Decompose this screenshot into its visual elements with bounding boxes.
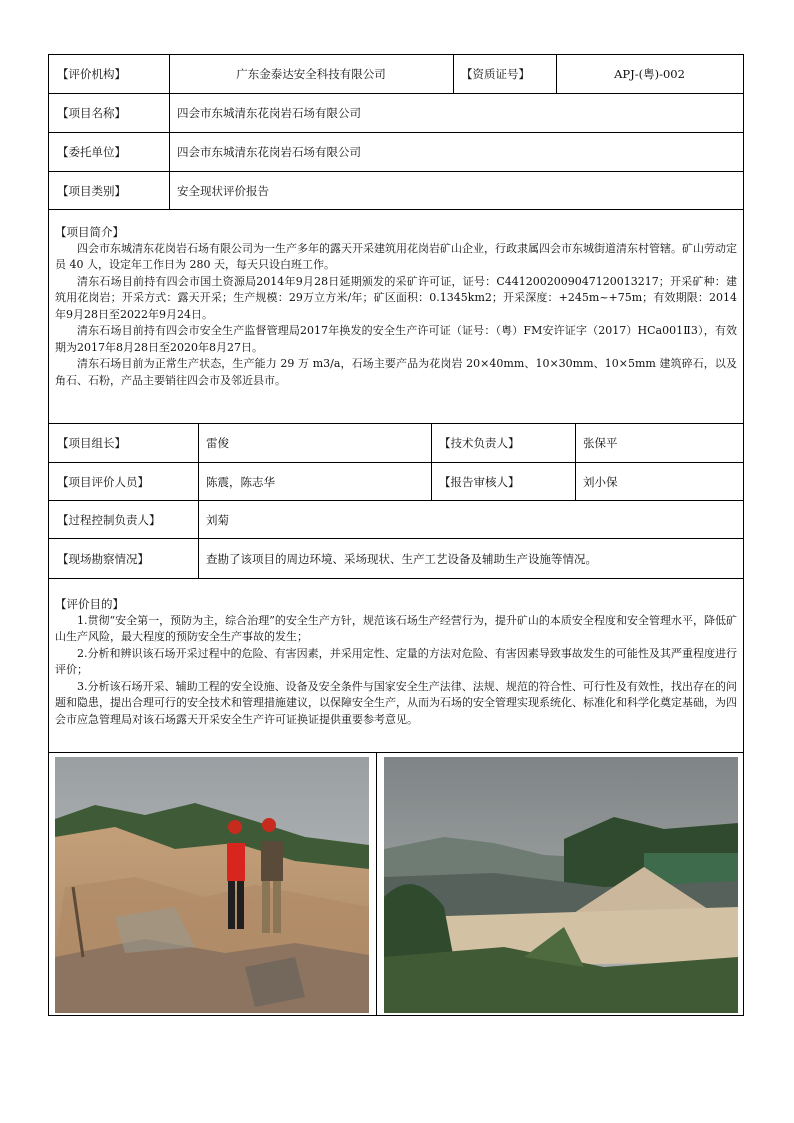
tech-lead-label: 【技术负责人】 <box>439 436 520 450</box>
row-category <box>49 172 743 210</box>
tech-lead-value: 张保平 <box>583 436 618 450</box>
intro-paragraph: 清东石场目前持有四会市安全生产监督管理局2017年换发的安全生产许可证（证号：（粤）FM安许证字（2017）HCa001Ⅱ3），有效期为2017年8月28日至2020年8月27日。 <box>55 324 737 354</box>
client-label: 【委托单位】 <box>57 145 126 159</box>
reviewer-label: 【报告审核人】 <box>439 474 520 489</box>
process-control-label: 【过程控制负责人】 <box>57 512 161 527</box>
category-label: 【项目类别】 <box>57 183 126 198</box>
org-label: 【评价机构】 <box>57 67 126 81</box>
evaluators-label: 【项目评价人员】 <box>57 474 149 489</box>
row-client <box>49 133 743 172</box>
row-purpose <box>49 579 743 753</box>
intro-paragraph: 清东石场目前持有四会市国土资源局2014年9月28日延期颁发的采矿许可证，证号：C4412002009047120013217；开采矿种：建筑用花岗岩；开采方式：露天开采；生产规模：29万立方米/年；矿区面积：0.1345km2；开采深度：+245m~+75m；有效期限：2014年9月28日至2022年9月24日。 <box>55 274 737 321</box>
category-value: 安全现状评价报告 <box>177 183 269 198</box>
row-evaluators <box>49 463 743 501</box>
process-control-value: 刘菊 <box>206 512 229 527</box>
cert-value: APJ-(粤)-002 <box>614 67 685 81</box>
project-name-value: 四会市东城清东花岗岩石场有限公司 <box>177 106 361 120</box>
intro-title: 【项目简介】 <box>55 225 124 239</box>
purpose-paragraph: 2.分析和辨识该石场开采过程中的危险、有害因素，并采用定性、定量的方法对危险、有害因素导致事故发生的可能性及其严重程度进行评价； <box>55 646 737 676</box>
cert-label: 【资质证号】 <box>461 67 530 81</box>
report-frame <box>48 54 744 1016</box>
row-leader <box>49 424 743 463</box>
purpose-paragraph: 3.分析该石场开采、辅助工程的安全设施、设备及安全条件与国家安全生产法律、法规、规范的符合性、可行性及有效性，找出存在的问题和隐患，提出合理可行的安全技术和管理措施建议，以保障安全生产，从而为石场的安全管理实现系统化、标准化和科学化奠定基础，为四会市应急管理局对该石场露天开采安全生产许可证换证提供重要参考意见。 <box>55 679 737 726</box>
evaluators-value: 陈震，陈志华 <box>206 474 275 489</box>
row-organization <box>49 55 743 94</box>
purpose-paragraph: 1.贯彻“安全第一，预防为主，综合治理”的安全生产方针，规范该石场生产经营行为，提升矿山的本质安全程度和安全管理水平，降低矿山生产风险，最大程度的预防安全生产事故的发生； <box>55 613 737 643</box>
intro-paragraph: 四会市东城清东花岗岩石场有限公司为一生产多年的露天开采建筑用花岗岩矿山企业，行政隶属四会市东城街道清东村管辖。矿山劳动定员 40 人，设定年工作日为 280 天，每天只设白班工作。 <box>55 241 737 271</box>
site-photo-quarry <box>384 757 738 1013</box>
client-value: 四会市东城清东花岗岩石场有限公司 <box>177 145 361 159</box>
reviewer-value: 刘小保 <box>583 474 618 489</box>
project-name-label: 【项目名称】 <box>57 106 126 120</box>
org-value: 广东金泰达安全科技有限公司 <box>236 67 386 81</box>
site-survey-value: 查勘了该项目的周边环境、采场现状、生产工艺设备及辅助生产设施等情况。 <box>206 551 597 566</box>
intro-paragraph: 清东石场目前为正常生产状态，生产能力 29 万 m3/a，石场主要产品为花岗岩 20×40mm、10×30mm、10×5mm 建筑碎石，以及角石、石粉，产品主要销往四会市及邻近县市。 <box>55 357 737 387</box>
site-photo-workers <box>55 757 369 1013</box>
leader-label: 【项目组长】 <box>57 436 126 450</box>
leader-value: 雷俊 <box>206 436 229 450</box>
site-survey-label: 【现场勘察情况】 <box>57 551 149 566</box>
purpose-title: 【评价目的】 <box>55 597 124 611</box>
row-process-control <box>49 501 743 539</box>
row-site-survey <box>49 539 743 579</box>
row-project-name <box>49 94 743 133</box>
row-intro <box>49 210 743 424</box>
